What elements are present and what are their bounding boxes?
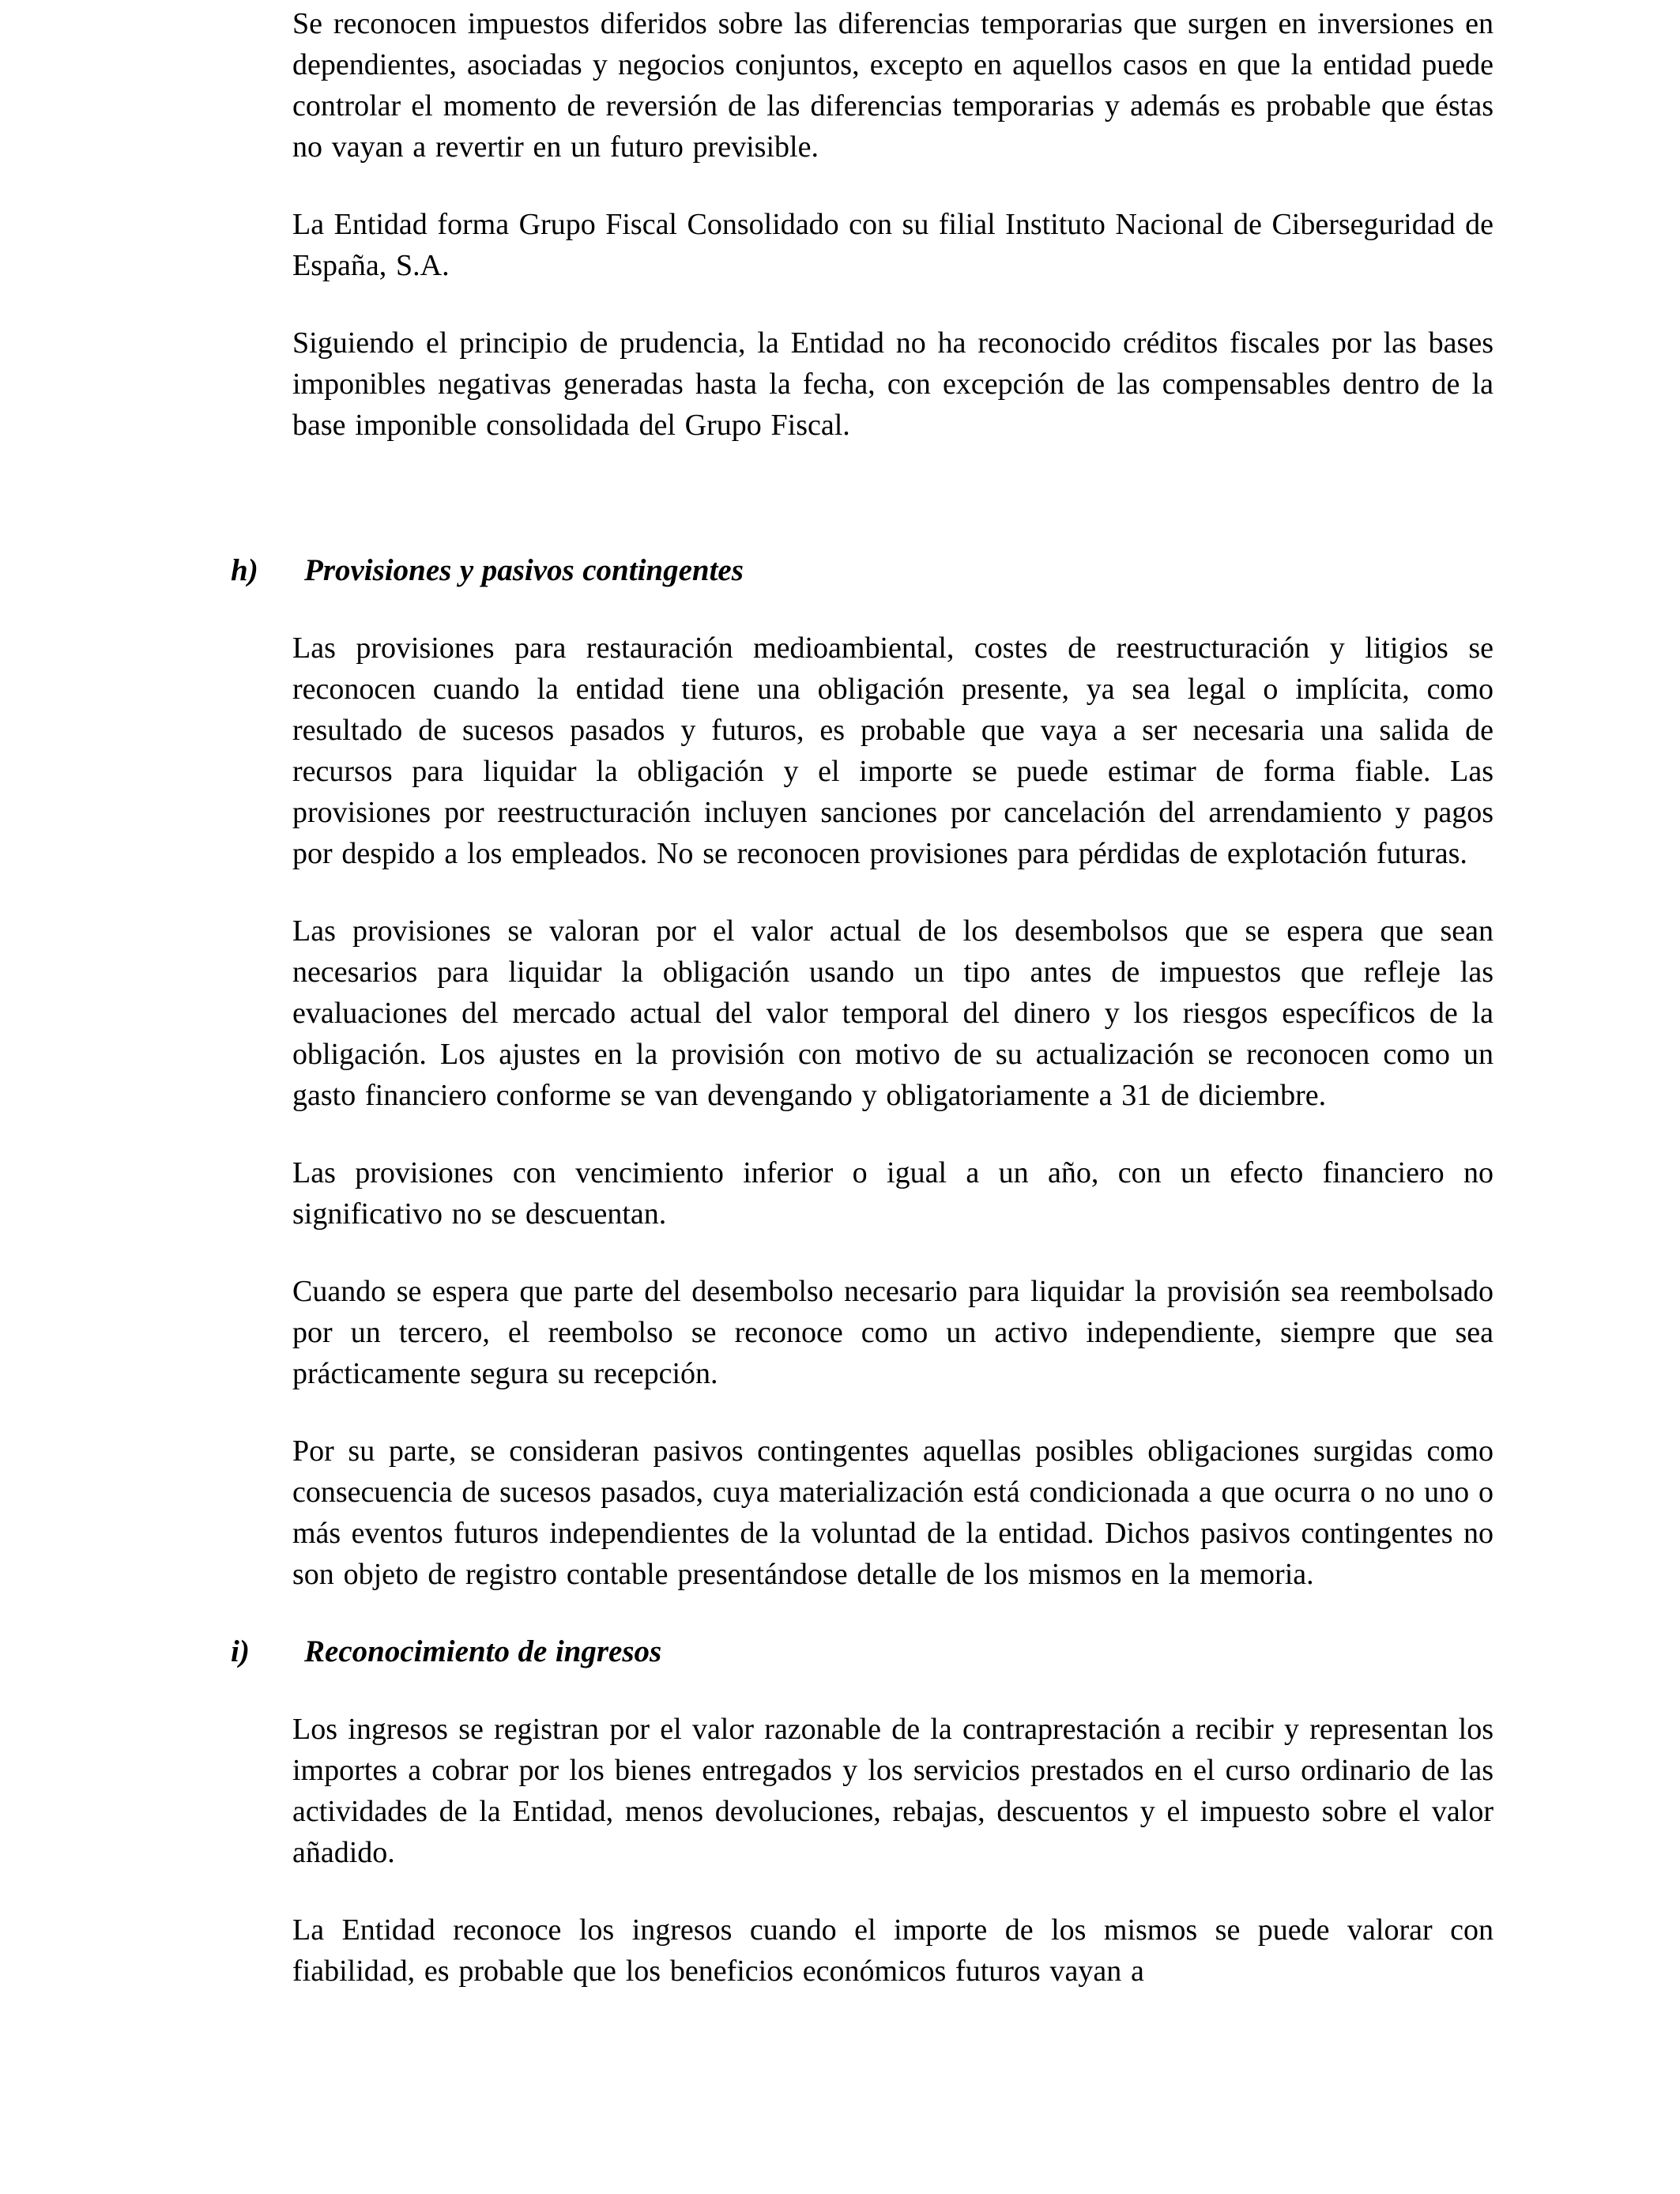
paragraph-deferred-taxes: Se reconocen impuestos diferidos sobre las diferencias temporarias que surgen en inversiones en dependientes, asociadas y negocios conjuntos, excepto en aquellos casos en que la entidad puede controlar el momento de reversión de las diferencias temporarias y además es probable que éstas no vayan a revertir en un futuro previsible.	[292, 7, 1494, 164]
paragraph-provisions-short-term: Las provisiones con vencimiento inferior o igual a un año, con un efecto financiero no significativo no se descuentan.	[292, 1156, 1494, 1231]
section-heading-h	[231, 550, 1494, 591]
section-i-label: i)	[231, 1634, 250, 1668]
paragraph-contingent-liabilities: Por su parte, se consideran pasivos contingentes aquellas posibles obligaciones surgidas como consecuencia de sucesos pasados, cuya materialización está condicionada a que ocurra o no uno o más eventos futuros independientes de la voluntad de la entidad. Dichos pasivos contingentes no son objeto de registro contable presentándose detalle de los mismos en la memoria.	[292, 1434, 1494, 1591]
paragraph-revenue-registration: Los ingresos se registran por el valor razonable de la contraprestación a recibir y representan los importes a cobrar por los bienes entregados y los servicios prestados en el curso ordinario de las actividades de la Entidad, menos devoluciones, rebajas, descuentos y el impuesto sobre el valor añadido.	[292, 1713, 1494, 1869]
paragraph-fiscal-group: La Entidad forma Grupo Fiscal Consolidado con su filial Instituto Nacional de Ciberseguridad de España, S.A.	[292, 208, 1494, 282]
section-h-label: h)	[231, 553, 258, 587]
page-content	[231, 3, 1494, 1992]
section-heading-i	[231, 1631, 1494, 1672]
paragraph-revenue-recognition: La Entidad reconoce los ingresos cuando el importe de los mismos se puede valorar con fiabilidad, es probable que los beneficios económicos futuros vayan a	[292, 1913, 1494, 1988]
section-h-title: Provisiones y pasivos contingentes	[304, 553, 744, 587]
paragraph-provisions-reimbursement: Cuando se espera que parte del desembolso necesario para liquidar la provisión sea reembolsado por un tercero, el reembolso se reconoce como un activo independiente, siempre que sea prácticamente segura su recepción.	[292, 1275, 1494, 1390]
paragraph-prudence-principle: Siguiendo el principio de prudencia, la Entidad no ha reconocido créditos fiscales por las bases imponibles negativas generadas hasta la fecha, con excepción de las compensables dentro de la base imponible consolidada del Grupo Fiscal.	[292, 326, 1494, 442]
section-i-title: Reconocimiento de ingresos	[304, 1634, 662, 1668]
paragraph-provisions-recognition: Las provisiones para restauración medioambiental, costes de reestructuración y litigios se reconocen cuando la entidad tiene una obligación presente, ya sea legal o implícita, como resultado de sucesos pasados y futuros, es probable que vaya a ser necesaria una salida de recursos para liquidar la obligación y el importe se puede estimar de forma fiable. Las provisiones por reestructuración incluyen sanciones por cancelación del arrendamiento y pagos por despido a los empleados. No se reconocen provisiones para pérdidas de explotación futuras.	[292, 631, 1494, 870]
paragraph-provisions-valuation: Las provisiones se valoran por el valor actual de los desembolsos que se espera que sean necesarios para liquidar la obligación usando un tipo antes de impuestos que refleje las evaluaciones del mercado actual del valor temporal del dinero y los riesgos específicos de la obligación. Los ajustes en la provisión con motivo de su actualización se reconocen como un gasto financiero conforme se van devengando y obligatoriamente a 31 de diciembre.	[292, 914, 1494, 1112]
